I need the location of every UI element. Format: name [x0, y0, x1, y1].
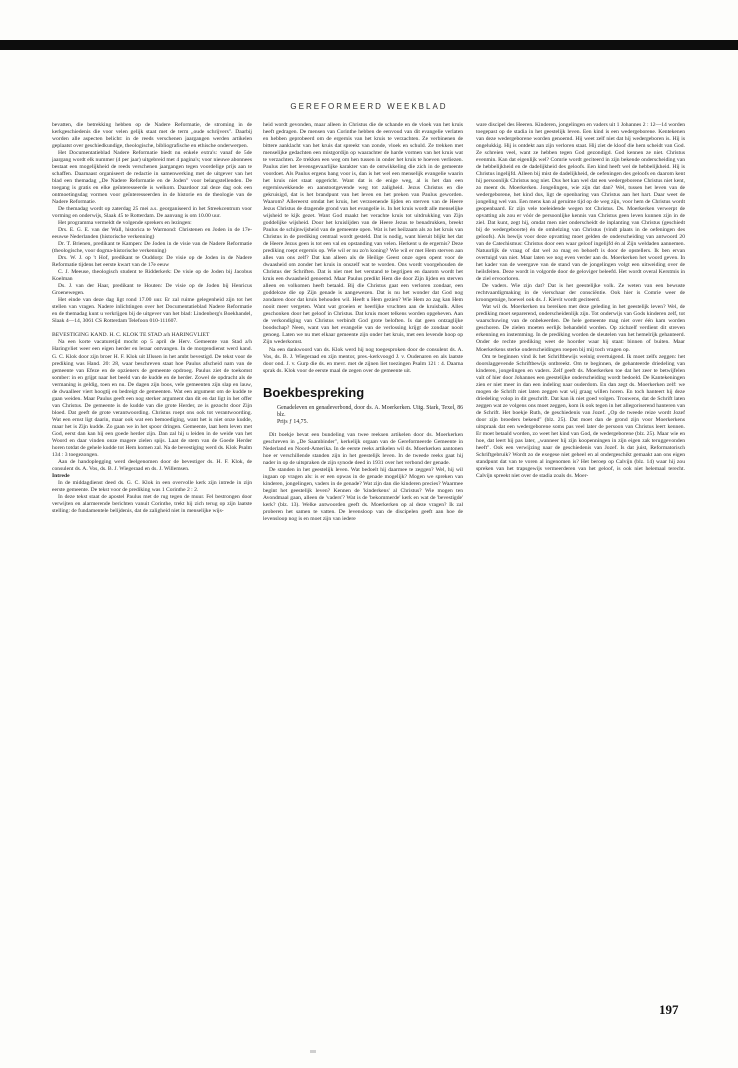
paragraph: In de middagdienst deed ds. G. C. Klok in een overvolle kerk zijn intrede in zijn eerste gemeente. De tekst voor de prediking was 1 Corinthe 2 : 2. [52, 479, 252, 493]
paragraph: Dit boekje bevat een bundeling van twee reeksen artikelen door ds. Moerkerken geschreven in „De Saambinder", kerkelijk orgaan van de Gereformeerde Gemeente in Nederland en Noord-Amerika. In de eerste reeks artikelen wil ds. Moerkerken aantonen hoe er verschillende standen zijn in het geestelijk leven. In de tweede reeks gaat hij nader in op de uitspraken de zijn synode deed in 1931 over het verbond der genade. [263, 432, 463, 467]
paragraph: Aan de handoplegging werd deelgenomen door de bevestiger ds. H. F. Klok, de consulent ds. A. Vos, ds. B. J. Wiegeraad en ds. J. Willemsen. [52, 458, 252, 472]
paragraph: Na een dankwoord van ds. Klok werd hij nog toegesproken door de consulent ds. A. Vos, ds. B. J. Wiegeraad en zijn mentor, pres.-kerkvoogd J. v. Oudenaren en als laatste door ond. J. v. Gurp die ds. en mevr. met de zijnen liet toezingen Psalm 121 : 4. Daarna sprak ds. Klok voor de eerste maal de zegen over de gemeente uit. [263, 346, 463, 374]
paragraph: Het programma vermeldt de volgende sprekers en lezingen: [58, 220, 192, 227]
paragraph: Het einde van deze dag ligt rond 17.00 uur. Er zal ruime gelegenheid zijn tot het stellen van vragen. Nadere inlichtingen over het Documentatieblad Nadere Reformatie en de themadag kunt u verkrijgen bij de uitgever van het blad: Lindenberg's Boekhandel, Slaak 4—14, 3061 CS Rotterdam Telefoon 010-111607. [52, 297, 252, 325]
review-body [263, 432, 463, 523]
column-2-text [263, 122, 463, 375]
paragraph: Wat wil ds. Moerkerken nu bereiken met deze geleding in het geestelijk leven? Wel, de prediking moet separerend, onderscheidenlijk zijn. Tot onderwijs van Gods kinderen zelf, tot waarschuwing van de onbekeerden. De hele gemeente mag niet over één kam worden geschoren. De zielen moeten eerlijk behandeld worden. Op zichzelf verdient dit streven erkenning en instemming. In de prediking worden de sleutelen van het hemelrijk gehanteerd. Onder de rechte prediking weet de hoorder waar hij staat: binnen of buiten. Maar Moerkerkens sterke onderscheidingen roepen bij mij toch vragen op. [476, 304, 685, 353]
paragraph: De themadag wordt op zaterdag 25 mei a.s. georganiseerd in het Streekcentrum voor vorming en onderwijs, Slaak 45 te Rotterdam. De aanvang is om 10.00 uur. [52, 206, 252, 220]
page-number: 197 [659, 1002, 679, 1017]
running-header: GEREFORMEERD WEEKBLAD [290, 102, 448, 111]
paragraph: De standen in het geestelijk leven. Wat bedoelt hij daarmee te zeggen? Wel, hij wil ingaan op vragen als: is er een opwas in de genade mogelijk? Mogen we spreken van kinderen, jongelingen, vaders in de genade? Wat zijn dan die kinderen precies? Waarmee begint het geestelijk leven? Kennen de 'kinderkens' al Christus? Wie mogen ten Avondmaal gaan, alleen de 'vaders'? Wat is de 'bekommerde' kerk en wat de 'bevestigde' kerk? (blz. 13). Welke antwoorden geeft ds. Moerkerken op al deze vragen? Ik zal proberen het samen te vatten. De levensloop van de discipelen geeft aan hoe de levensloop nog is en moet zijn van iedere [263, 467, 463, 523]
paragraph: Drs. E. G. E. van der Wall, historica te Warmond: Christenen en Joden in de 17e-eeuwse Nederlanden (historische verkenning) [52, 227, 252, 241]
column-3 [476, 122, 685, 1016]
book-price: Prijs ƒ 14,75. [277, 418, 308, 425]
paragraph: bevatten, die betrekking hebben op de Nadere Reformatie, de stroming in de kerkgeschiedenis die voor velen gelijk staat met de term „oude schrijvers". Daarbij worden alle aspecten belicht: in de reeds verschenen jaargangen werden artikelen geplaatst over geschiedkundige, theologische, bibliografische en ethische onderwerpen. [52, 122, 252, 150]
paragraph: ware discipel des Heeren. Kinderen, jongelingen en vaders uit 1 Johannes 2 : 12—14 worden toegepast op de stadia in het geestelijk leven. Een kind is een wedergeborene. Kentekenen van deze wedergeborene worden genoemd. Hij weet zelf niet dat hij wedergeboren is. Hij is ongelukkig. Hij is ontdekt aan zijn verloren staat. Hij ziet de kloof die hem scheidt van God. Ze schreien veel, want ze hebben tegen God gezondigd. God kennen ze niet. Christus evenmin. Kan dat eigenlijk wel? Comrie wordt geciteerd in zijn bekende onderscheiding van de hebbelijkheid en de dadelijkheid des geloofs. Een kind heeft wel de hebbelijkheid. Hij is Christus ingelijfd. Alleen bij mist de dadelijkheid, de oefeningen des geloofs en daarom kent hij persoonlijk Christus nog niet. Dus het kan wel dat een wedergeborene Christus niet kent, zo meent ds. Moerkerken. Jongelingen, wie zijn dat dan? Wel, tussen het leven van de wedergeborene, het kind dus, ligt de openbaring van Christus aan het hart. Daar weet de jongeling wel van. Een mens kan al geruime tijd op de weg zijn, voor hem de Christus wordt geopenbaard. Er zijn vele toeleidende wegen tot Christus. Ds. Moerkerken verwerpt de opvatting als zou er vóór de persoonlijke kennis van Christus geen leven kunnen zijn in de ziel. Dat kunt, zegt hij, omdat men niet onderscheidt de inplanting van Christus (geschiedt bij de wedergeboorte) én de omhelzing van Christus (vindt plaats in de oefeningen des geloofs). Als bewijs voor deze opvatting moet gelden de onderscheiding van antwoord 20 van de Catechismus: Christus door een waar geloof ingelijfd én al Zijn weldaden aannemen. Natuurlijk de vraag of dat wel zo mag en behoeft is door de opstellers. Ik ben ervan overtuigd van niet. Maar laten we nog even verder aan ds. Moerkerken het woord geven. In het kader van de weergave van de stand van de jongelingen volgt een uitweiding over de heilsfeiten. Deze wordt in volgorde door de geloviger beleefd. Het wordt overal Kerstmis in de ziel ervoorloren. [476, 122, 685, 283]
paragraph: Om te beginnen vind ik het Schriftbewijs weinig overtuigend. Ik moet zelfs zeggen: het doorslaggevende Schriftbewijs ontbreekt. Om te beginnen, de gehanteerde driedeling van kinderen, jongelingen en vaders. Zelf geeft ds. Moerkerken toe dat het zeer te betwijfelen valt of hier door Johannes een geestelijke onderscheiding wordt bedoeld. De Kantekeningen zien er niet meer in dan een indeling naar ouderdom. En dan zegt ds. Moerkerken zelf: we mogen de Schrift niet laten zeggen wat wij graag willen horen. En toch hanteert hij deze driedeling volop in dit geschrift. Dat kan ik niet goed volgen. Trouwens, dat de Schrift laten zeggen wat ze volgens ons moet zeggen, kom ik ook tegen in het allegoriserend hanteren van de Schrift. Het boekje Ruth, de geschiedenis van Jozef. „Op de tweede reize wordt Jozef door zijn broeders bekend" (blz. 25). Dat moet dan de grond zijn voor Moerkerkens uitspraak dat een wedergeborene soms pas veel later de persoon van Christus leert kennen. Er moet betaald worden, zo weet het kind van God, de wedergeborene (blz. 25). Maar wie en hoe, dat leert hij pas later, „wanneer hij zijn koopenningen in zijn eigen zak teruggevonden heeft". Ook een verwijzing naar de geschiedenis van Jozef. Is dat juist, Reformatorisch Schriftgebruik? Wordt zo de exegese niet geheel en al ondergeschikt gemaakt aan ons eigen standpunt dat van te voren al ingenomen is? Het beroep op Calvijn (blz. 14) waar hij zou spreken van het trapsgewijs vermeerderen van het geloof, is ook niet helemaal terecht. Calvijn spreekt niet over de stadia zoals ds. Moer- [476, 353, 685, 479]
paragraph: Drs. W. J. op 't Hof, predikant te Ouddorp: De visie op de Joden in de Nadere Reformatie tijdens het eerste kwart van de 17e eeuw [52, 255, 252, 269]
book-reference [277, 405, 463, 427]
paragraph: De vaders. Wie zijn dat? Dat is het geestelijke volk. Ze weten van een bewuste rechtvaardigmaking in de vierschaar der consciëntie. Ook hier is Comrie weer de kroongetuige, hoewel ook ds. J. Kievit wordt geciteerd. [476, 283, 685, 304]
paragraph: Het Documentatieblad Nadere Reformatie biedt nu enkele extra's: vanaf de 5de jaargang wordt elk nummer (4 per jaar) uitgebreid met 4 pagina's; voor nieuwe abonnees bestaat een mogelijkheid de reeds verschenen jaargangen tegen voordelige prijs aan te schaffen. Daarnaast organiseert de redactie in samenwerking met de uitgever van het blad een themadag „De Nadere Reformatie en de Joden" voor belangstellenden. De toegang is gratis en elke geïnteresseerde is welkom. Daardoor zal deze dag ook een ontmoetingsdag vormen voor geïnteresseerden in de historie en de theologie van de Nadere Reformatie. [52, 150, 252, 206]
book-title: Genadeleven en genadeverbond, door ds. A. Moerkerken. Uitg. Stark, Texel, 86 blz. [277, 404, 463, 418]
paragraph: BEVESTIGING KAND. H. C. KLOK TE STAD a/h HARINGVLIET [52, 332, 210, 339]
top-black-bar [0, 40, 738, 50]
column-1 [52, 122, 252, 1016]
scan-mark [310, 1050, 316, 1053]
paragraph: C. J. Meeuse, theologisch student te Ridderkerk: De visie op de Joden bij Jacobus Koelman [52, 269, 252, 283]
paragraph: Intrede [52, 472, 70, 479]
paragraph: Dr. T. Brienen, predikant te Kampen: De Joden in de visie van de Nadere Reformatie (theologische, voor dogma-historische verkenning) [52, 241, 252, 255]
column-2 [263, 122, 463, 1016]
paragraph: heid wordt gevonden, maar alleen in Christus die de schande en de vloek van het kruis heeft gedragen. De mensen van Corinthe hebben de eenvoud van dit evangelie verlaten en hebben geprobeerd om de ergernis van het kruis te verzachten. Ze verbinenen de bittere aanklacht van het kruis dat spreekt van zonde, vloek en schuld. Ze trekken met menselijke gedachten een mistgordijn op waarachter de harde vormen van het kruis wat te verzachten. Ze trekken een weg om hen tussen in onder het kruis te hoeven verliezen. Paulus ziet het levensgevaarlijke karakter van de ontwikkeling die zich in de gemeente voordoet. Als Paulus ergens bang voor is, dan is het wel een menselijk evangelie waarin het kruis niet staat opgericht. Want dat is de enige weg, al is het dan een ergerniswekkende en aanstootgevende weg tot zaligheid. Jezus Christus en die gekruisigd, dat is het brandpunt van het leven en het preken van Paulus geworden. Waarom? Allereerst omdat het kruis, het verzoenende lijden en sterven van de Heere Jezus Christus de dragende grond van het evangelie is. In het kruis wordt alle menselijke wijsheid te kijk gezet. Want God maakt het verachte kruis tot uitdrukking van Zijn goddelijke wijsheid. Door het kruislijden van de Heere Jezus te benadrukken, breekt Paulus de schijnwijsheid van de gemeente open. Wat is het heilzaam als zo het kruis van Christus in de prediking centraal wordt gesteld. Dat is nodig, want hieruit blijkt het dat de Heere Jezus geen is tot een val en opstanding van velen. Herkent u de ergernis? Deze prediking roept ergernis op. Wie wil er nu zo'n koning? Wie wil er met Hem sterven aan alles van ons zelf? Dat kan alleen als de Heilige Geest onze ogen opent voor de dwaasheid om zonder het kruis in onszelf wat te worden. Ons wordt voorgehouden de Christus der Schriften. Dat is niet met het verstand te begrijpen en daarom wordt het kruis een dwaasheid genoemd. Maar Paulus predikt Hem die door Zijn lijden en sterven alleen en volkomen heeft betaald. Bij die Christus gaat een verloren zondaar, een goddeloze die op Zijn genade is aangewezen. Dat is nu het wonder dat God nog zondaren door dat kruis behouden wil. Heeft u Hem gezien? Wie Hem zo zag kan Hem nooit meer vergeten. Want wat groeien er heerlijke vruchten aan de kruisbalk. Alles geschonken door het geloof in Christus. Dat kruis moet telkens worden opgeheven. Aan de verkondiging van Christus verbindt God grote beloften. Is dat geen ontzaglijke boodschap? Neen, want van het evangelie van de verlossing krijgt de zondaar nooit genoeg. Laten we nu met elkaar gemeente zijn onder het kruis, met een levende hoop op Zijn wederkomst. [263, 122, 463, 346]
section-title: Boekbespreking [263, 384, 365, 400]
paragraph: In deze tekst staat de apostel Paulus met de rug tegen de muur. Fel bestrongen door verwijten en alarmerende berichten vanuit Corinthe, trekt hij zich terug op zijn laatste stelling: de fundamentele belijdenis, dat de zaligheid niet in menselijke wijs- [52, 493, 252, 514]
paragraph: Na een korte vacaturetijd mocht op 5 april de Herv. Gemeente van Stad a/h Haringvliet weer een eigen herder en leraar ontvangen. In de morgendienst werd kand. G. C. Klok door zijn broer H. F. Klok uit IJlssen in het ambt bevestigd. De tekst voor de prediking was Hand. 20: 28, waar beschreven staat hoe Paulus afscheid nam van de gemeente van Efeze en de opzieners de gemeente opdroeg. Paulus ziet de toekomst somber: in en grijpt naar het beeld van de kudde en de herder. Zowel de opdracht als de vermaning is geldig, toen en nu. De dagen zijn boos, vele gemeenten zijn slap en lauw, de dwaalleer viert hoogtij en bedreigt de gemeenten. Wat een argument om de kudde te gaan weiden. Maar Paulus geeft een nog sterker argument dan dit en dat ligt in het offer van Christus. De gemeente is de kudde van die grote Herder, ze is gezocht door Zijn bloed. Dat geeft de grote verantwoording. Christus roept ons ook tot verantwoording. Wat een ernst ligt daarin, maar ook wat een bemoediging, want het is niet onze kudde, maar het is Zijn kudde. Zo gaan we in het spoor dringen. Gemeente, laat hem leven met God, eerst dan kan hij een goede herder zijn. Dan zal hij u leiden in de weide van het Woord en daar vinden onze magere zielen spijs. Laat de stem van de Goede Herder horen totdat de gehele kudde tot Hem komen zal. Na de bevestiging werd ds. Klok Psalm 134 : 3 toegezongen. [52, 339, 252, 458]
paragraph: Ds. J. van der Haar, predikant te Houten: De visie op de Joden bij Henricus Groenewegen. [52, 283, 252, 297]
